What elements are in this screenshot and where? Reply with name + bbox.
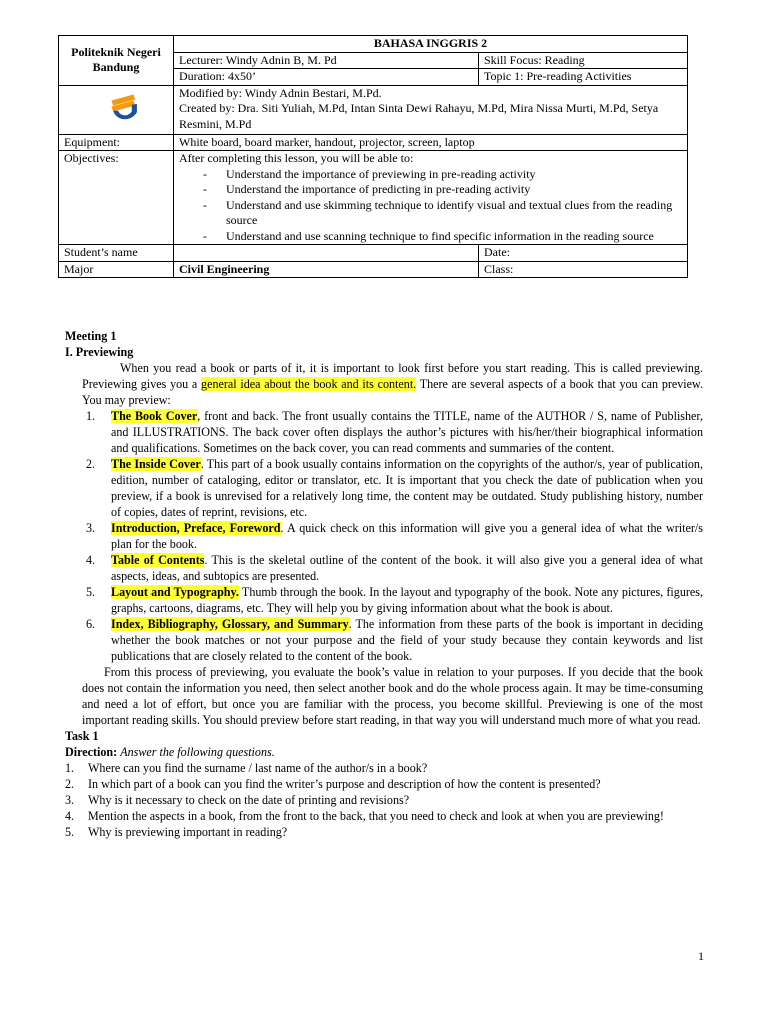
created-by: Created by: Dra. Siti Yuliah, M.Pd, Intan Sinta Dewi Rahayu, M.Pd, Mira Nissa Murti, M.Pd, Setya Resmini, M.Pd <box>179 101 659 131</box>
intro-paragraph <box>65 360 703 408</box>
objective-item: - Understand the importance of predicting in pre-reading activity <box>179 182 682 198</box>
question-text: In which part of a book can you find the writer’s purpose and description of how the content is presented? <box>88 777 601 791</box>
objective-item: - Understand and use scanning technique to find specific information in the reading source <box>179 229 682 245</box>
aspect-item <box>86 456 703 520</box>
lesson-header-table <box>58 35 688 278</box>
student-name-field[interactable] <box>174 245 479 262</box>
aspect-number: 6. <box>86 617 96 631</box>
aspect-text: . This part of a book usually contains information on the copyrights of the author/s, year of publication, edition, number of cataloging, editor or translator, etc. It is important that you check the date of publication when you preview, if a book is unrevised for a relatively long time, the content may be outdated. Study publishing history, number of copies, dates of reprint, revisions, etc. <box>111 457 703 519</box>
aspect-title: Introduction, Preface, Foreword <box>111 521 281 535</box>
major-value: Civil Engineering <box>174 261 479 278</box>
aspect-number: 5. <box>86 585 96 599</box>
aspect-number: 4. <box>86 553 96 567</box>
question-number: 2. <box>65 777 75 791</box>
objectives-list <box>179 167 682 245</box>
aspect-item <box>86 552 703 584</box>
lesson-body <box>65 328 703 840</box>
question-text: Where can you find the surname / last name of the author/s in a book? <box>88 761 428 775</box>
meeting-title: Meeting 1 <box>65 329 117 343</box>
closing-paragraph: From this process of previewing, you evaluate the book’s value in relation to your purposes. If you decide that the book does not contain the information you need, then select another book and do the whole process again. It may be time-consuming and need a lot of effort, but once you are familiar with the process, you become skillful. Previewing is one of the most important reading skills. You should preview before start reading, in that way you will understand much more of what you read. <box>82 665 703 727</box>
aspect-item <box>86 408 703 456</box>
aspect-item <box>86 520 703 552</box>
question-text: Mention the aspects in a book, from the front to the back, that you need to check and look at when you are previewing! <box>88 809 664 823</box>
intro-highlight: general idea about the book and its content. <box>201 377 417 391</box>
question-item <box>65 808 703 824</box>
question-item <box>65 760 703 776</box>
aspect-number: 1. <box>86 409 96 423</box>
page-number: 1 <box>698 949 704 963</box>
aspect-text: Thumb through the book. In the layout and typography of the book. Note any pictures, figures, graphs, cartoons, diagrams, etc. They will help you by giving information about what the book is about. <box>111 585 704 615</box>
intro-text-1: When you read a book or parts of it, it is important to look first before you start reading. This is called previewing. Previewing gives you a <box>82 361 703 391</box>
aspect-text: . The information from these parts of the book is important in deciding whether the book matches or not your purpose and the field of your study because they contain keywords and list publications that are closely related to the content of the book. <box>111 617 703 663</box>
date-label: Date: <box>479 245 688 262</box>
duration: Duration: 4x50’ <box>174 69 479 86</box>
aspect-text: . A quick check on this information will give you a general idea of what the writer/s plan for the book. <box>111 521 703 551</box>
equipment-label: Equipment: <box>59 134 174 151</box>
skill-focus: Skill Focus: Reading <box>479 52 688 69</box>
aspect-item <box>86 584 704 616</box>
task-title: Task 1 <box>65 729 99 743</box>
question-number: 4. <box>65 809 75 823</box>
aspect-title: Index, Bibliography, Glossary, and Summary <box>111 617 349 631</box>
credits-cell <box>174 85 688 134</box>
objectives-cell <box>174 151 688 245</box>
objectives-label: Objectives: <box>59 151 174 245</box>
aspect-number: 3. <box>86 521 96 535</box>
aspect-title: The Inside Cover <box>111 457 201 471</box>
aspect-title: Layout and Typography. <box>111 585 239 599</box>
direction <box>65 744 703 760</box>
question-number: 5. <box>65 825 75 839</box>
class-label: Class: <box>479 261 688 278</box>
objective-item: - Understand the importance of previewing in pre-reading activity <box>179 167 682 183</box>
questions-list <box>65 760 703 840</box>
aspect-title: The Book Cover <box>111 409 198 423</box>
question-text: Why is it necessary to check on the date of printing and revisions? <box>88 793 410 807</box>
aspect-text: . This is the skeletal outline of the content of the book. it will also give you a general idea of what aspects, ideas, and subtopics are presented. <box>111 553 703 583</box>
question-item <box>65 792 703 808</box>
aspect-text: , front and back. The front usually contains the TITLE, name of the AUTHOR / S, name of Publisher, and ILLUSTRATIONS. The back cover often displays the author’s pictures with his/her/their biographical information and qualifications. Sometimes on the back cover, you can read comments and summaries of the content. <box>111 409 703 455</box>
major-label: Major <box>59 261 174 278</box>
section-title: I. Previewing <box>65 345 134 359</box>
modified-by: Modified by: Windy Adnin Bestari, M.Pd. <box>179 85 382 100</box>
lecturer: Lecturer: Windy Adnin B, M. Pd <box>174 52 479 69</box>
polban-logo-icon <box>108 92 142 126</box>
logo-cell <box>59 85 174 134</box>
intro-text-2: There are several aspects of a book that you can preview. You may preview: <box>82 377 704 407</box>
aspects-list <box>65 408 703 664</box>
question-text: Why is previewing important in reading? <box>88 825 288 839</box>
direction-text: Answer the following questions. <box>120 745 275 759</box>
direction-label: Direction: <box>65 745 121 759</box>
question-number: 3. <box>65 793 75 807</box>
topic: Topic 1: Pre-reading Activities <box>479 69 688 86</box>
question-item <box>65 824 703 840</box>
course-title: BAHASA INGGRIS 2 <box>174 36 688 53</box>
aspect-title: Table of Contents <box>111 553 205 567</box>
objectives-intro: After completing this lesson, you will be able to: <box>179 151 414 165</box>
institution-cell <box>59 36 174 86</box>
equipment-value: White board, board marker, handout, projector, screen, laptop <box>174 134 688 151</box>
objective-item: - Understand and use skimming technique to identify visual and textual clues from the reading source <box>179 198 682 229</box>
student-name-label: Student’s name <box>59 245 174 262</box>
question-item <box>65 776 703 792</box>
question-number: 1. <box>65 761 75 775</box>
aspect-number: 2. <box>86 457 96 471</box>
aspect-item <box>86 616 703 664</box>
institution-name: Politeknik Negeri Bandung <box>71 44 161 75</box>
